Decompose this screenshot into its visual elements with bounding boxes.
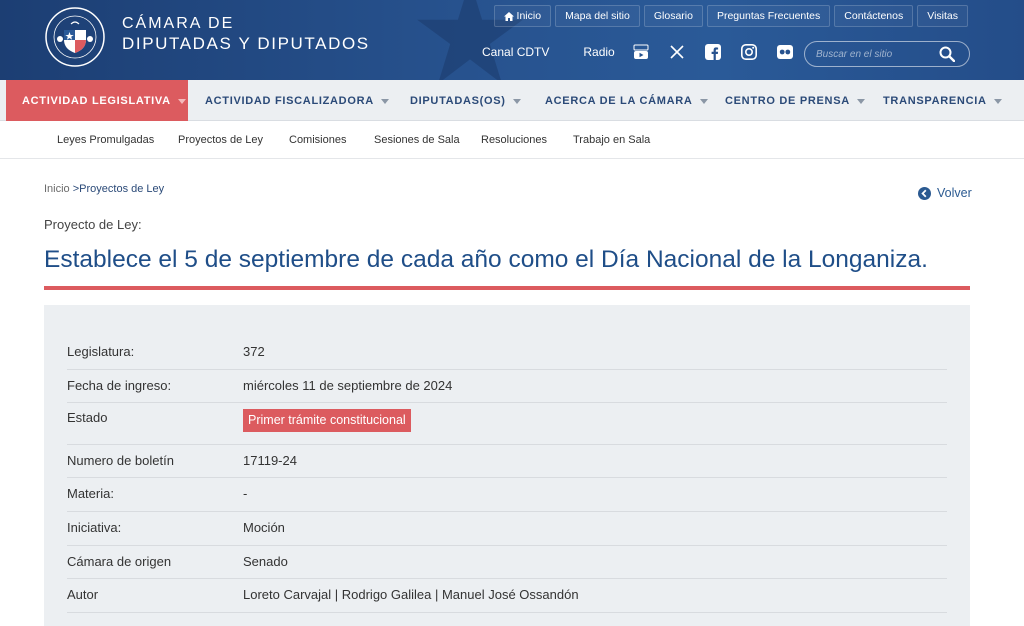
main-navigation [0, 80, 1024, 121]
detail-row-estado [67, 403, 947, 445]
detail-row-autor [67, 579, 947, 613]
subnav-proyectos-de-ley[interactable]: Proyectos de Ley [178, 134, 263, 146]
top-link-preguntas-frecuentes[interactable]: Preguntas Frecuentes [707, 5, 830, 27]
chevron-down-icon [513, 99, 521, 104]
nav-centro-de-prensa-label: CENTRO DE PRENSA [725, 94, 850, 107]
back-button-label: Volver [937, 186, 972, 200]
nav-actividad-legislativa-label: ACTIVIDAD LEGISLATIVA [22, 94, 171, 107]
chevron-down-icon [700, 99, 708, 104]
nav-transparencia[interactable] [883, 80, 1002, 121]
subnav-comisiones[interactable]: Comisiones [289, 134, 347, 146]
search-icon[interactable] [939, 46, 955, 62]
subnav-leyes-promulgadas[interactable]: Leyes Promulgadas [57, 134, 155, 146]
detail-row-materia [67, 478, 947, 512]
detail-label: Iniciativa: [67, 520, 122, 535]
page-kicker: Proyecto de Ley: [44, 217, 142, 232]
status-badge: Primer trámite constitucional [243, 409, 411, 432]
youtube-icon[interactable] [633, 44, 649, 60]
detail-value: 17119-24 [243, 453, 297, 468]
instagram-icon[interactable] [741, 44, 757, 60]
subnav-sesiones-de-sala[interactable]: Sesiones de Sala [374, 134, 460, 146]
subnav-resoluciones[interactable]: Resoluciones [481, 134, 548, 146]
breadcrumb [44, 183, 164, 195]
media-links [482, 44, 813, 60]
detail-row-legislatura [67, 336, 947, 370]
detail-label: Materia: [67, 486, 114, 501]
nav-diputados[interactable] [410, 80, 521, 121]
page-title: Establece el 5 de septiembre de cada año como el Día Nacional de la Longaniza. [44, 246, 928, 273]
detail-value: miércoles 11 de septiembre de 2024 [243, 378, 453, 393]
flickr-icon[interactable] [777, 44, 793, 60]
detail-value: 372 [243, 344, 265, 359]
chevron-down-icon [381, 99, 389, 104]
sub-navigation [0, 122, 1024, 159]
top-link-contactenos[interactable]: Contáctenos [834, 5, 913, 27]
chevron-down-icon [857, 99, 865, 104]
breadcrumb-current[interactable]: Proyectos de Ley [79, 183, 165, 195]
detail-row-fecha-ingreso [67, 370, 947, 403]
top-link-inicio-label: Inicio [516, 10, 542, 22]
chevron-down-icon [994, 99, 1002, 104]
nav-acerca-de-la-camara[interactable] [545, 80, 708, 121]
detail-value: Senado [243, 554, 288, 569]
nav-actividad-fiscalizadora-label: ACTIVIDAD FISCALIZADORA [205, 94, 374, 107]
camara-seal-logo[interactable] [44, 6, 106, 68]
canal-cdtv-link[interactable]: Canal CDTV [482, 45, 550, 59]
radio-link[interactable]: Radio [583, 45, 615, 59]
site-header [0, 0, 1024, 80]
brand-name-line1[interactable]: CÁMARA DE [122, 15, 235, 32]
utility-links [494, 5, 968, 27]
detail-label: Legislatura: [67, 344, 135, 359]
top-link-mapa-sitio[interactable]: Mapa del sitio [555, 5, 640, 27]
title-divider [44, 286, 970, 290]
detail-label: Autor [67, 587, 99, 602]
detail-label: Fecha de ingreso: [67, 378, 172, 393]
bill-details-panel [44, 305, 970, 626]
top-link-inicio[interactable] [494, 5, 552, 27]
brand-name-line2[interactable]: DIPUTADAS Y DIPUTADOS [122, 34, 370, 53]
facebook-icon[interactable] [705, 44, 721, 60]
nav-actividad-fiscalizadora[interactable] [205, 80, 389, 121]
back-button[interactable] [918, 186, 972, 200]
detail-value: Moción [243, 520, 285, 535]
arrow-left-circle-icon [918, 187, 931, 200]
detail-row-boletin [67, 445, 947, 478]
chevron-down-icon [178, 99, 186, 104]
site-search [804, 41, 970, 67]
detail-value: Loreto Carvajal | Rodrigo Galilea | Manuel José Ossandón [243, 587, 579, 602]
x-icon[interactable] [669, 44, 685, 60]
detail-row-iniciativa [67, 512, 947, 546]
subnav-trabajo-en-sala[interactable]: Trabajo en Sala [573, 134, 651, 146]
nav-centro-de-prensa[interactable] [725, 80, 865, 121]
breadcrumb-separator: > [69, 183, 80, 195]
breadcrumb-home[interactable]: Inicio [44, 183, 70, 195]
detail-label: Numero de boletín [67, 453, 174, 468]
nav-actividad-legislativa[interactable] [6, 80, 188, 121]
nav-acerca-de-la-camara-label: ACERCA DE LA CÁMARA [545, 94, 693, 107]
detail-label: Estado [67, 410, 108, 425]
top-link-glosario[interactable]: Glosario [644, 5, 703, 27]
home-icon [504, 12, 514, 21]
detail-label: Cámara de origen [67, 554, 172, 569]
detail-value: - [243, 486, 248, 501]
nav-transparencia-label: TRANSPARENCIA [883, 94, 987, 107]
detail-row-camara-origen [67, 546, 947, 579]
search-input[interactable] [816, 49, 936, 60]
nav-diputados-label: DIPUTADAS(OS) [410, 94, 506, 107]
top-link-visitas[interactable]: Visitas [917, 5, 968, 27]
